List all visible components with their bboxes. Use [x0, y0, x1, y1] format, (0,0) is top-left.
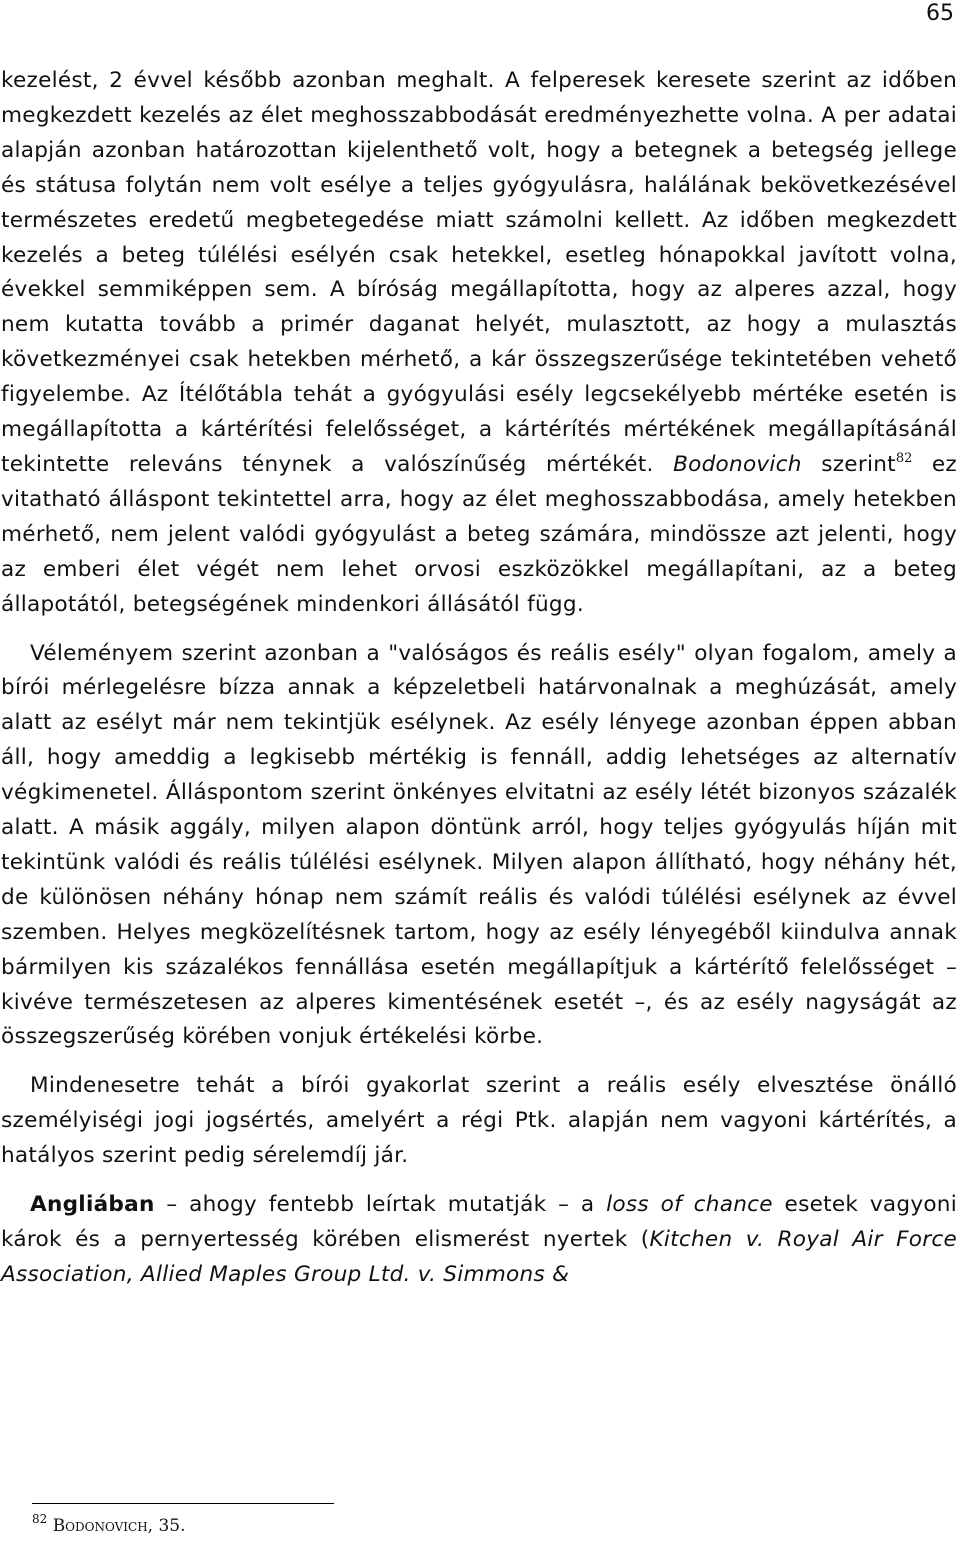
body-text: [1, 64, 957, 1293]
footnote-reference[interactable]: 82: [895, 450, 913, 466]
footnote-divider: [32, 1503, 334, 1504]
paragraph: Véleményem szerint azonban a "valóságos és reális esély" olyan fogalom, amely a bírói mérlegelésre bízza annak a képzeletbeli határvonalnak a meghúzását, amely alatt az esélyt már nem tekintjük esélynek. Az esély lényege azonban éppen abban áll, hogy ameddig a legkisebb mértékig is fennáll, addig lehetséges az alternatív végkimenetel. Álláspontom szerint önkényes elvitatni az esély létét bizonyos százalék alatt. A másik aggály, milyen alapon döntünk arról, hogy teljes gyógyulás híján mit tekintünk valódi és reális túlélési esélynek. Milyen alapon állítható, hogy néhány hét, de különösen néhány hónap nem számít reális és valódi túlélési esélynek az évvel szemben. Helyes megközelítésnek tartom, hogy az esély lényegéből kiindulva annak bármilyen kis százalékos fennállása esetén megállapítjuk a kártérítő felelősséget – kivéve természetesen az alperes kimentésének esetét –, és az esély nagyságát az összegszerűség körében vonjuk értékelési körbe.: [1, 640, 957, 1050]
paragraph: Mindenesetre tehát a bírói gyakorlat szerint a reális esély elvesztése önálló személyiségi jogi jogsértés, amelyért a régi Ptk. alapján nem vagyoni kártérítés, a hatályos szerint pedig sérelemdíj jár.: [1, 1073, 957, 1169]
legal-term: loss of chance: [606, 1192, 773, 1218]
paragraph-text: szerint: [801, 451, 896, 477]
country-heading: Angliában: [30, 1192, 155, 1218]
paragraph-text: – ahogy fentebb leírtak mutatják – a: [154, 1192, 607, 1218]
footnote-number: 82: [32, 1512, 48, 1526]
page-number: 65: [926, 1, 954, 26]
author-name: Bodonovich: [673, 451, 802, 477]
paragraph-text: esetek vagyoni károk és a pernyertesség körében elismerést nyertek (: [1, 1192, 957, 1252]
footnote-text: , 35.: [147, 1516, 186, 1536]
paragraph: [1, 1188, 957, 1293]
footnote-author: Bodonovich: [52, 1516, 148, 1536]
paragraph-text: ez vitatható álláspont tekintettel arra, hogy az élet meghosszabbodása, amely hetekben mérhető, nem jelent valódi gyógyulást a beteg számára, mindössze azt jelenti, hogy az emberi élet végét nem lehet orvosi eszközökkel megállapítani, az a beteg állapotától, betegségének mindenkori állásától függ.: [1, 451, 958, 617]
case-citations: Kitchen v. Royal Air Force Association, Allied Maples Group Ltd. v. Simmons &: [1, 1227, 957, 1287]
paragraph-text: kezelést, 2 évvel később azonban meghalt. A felperesek keresete szerint az időben megkezdett kezelés az élet meghosszabbodását eredményezhette volna. A per adatai alapján azonban határozottan kijelenthető volt, hogy a betegnek a betegség jellege és státusa folytán nem volt esélye a teljes gyógyulásra, halálának bekövetkezésével természetes eredetű megbetegedése miatt számolni kellett. Az időben megkezdett kezelés a beteg túlélési esélyén csak hetekkel, esetleg hónapokkal javított volna, évekkel semmiképpen sem. A bíróság megállapította, hogy az alperes azzal, hogy nem kutatta tovább a primér daganat helyét, mulasztott, az hogy a mulasztás következményei csak hetekben mérhető, a kár összegszerűsége tekintetében vehető figyelembe. Az Ítélőtábla tehát a gyógyulási esély legcsekélyebb mértéke esetén is megállapította a kártérítési felelősséget, a kártérítés mértékének megállapításánál tekintette releváns ténynek a valószínűség mértékét.: [1, 68, 957, 477]
paragraph: [1, 64, 957, 623]
footnote: [32, 1512, 186, 1540]
